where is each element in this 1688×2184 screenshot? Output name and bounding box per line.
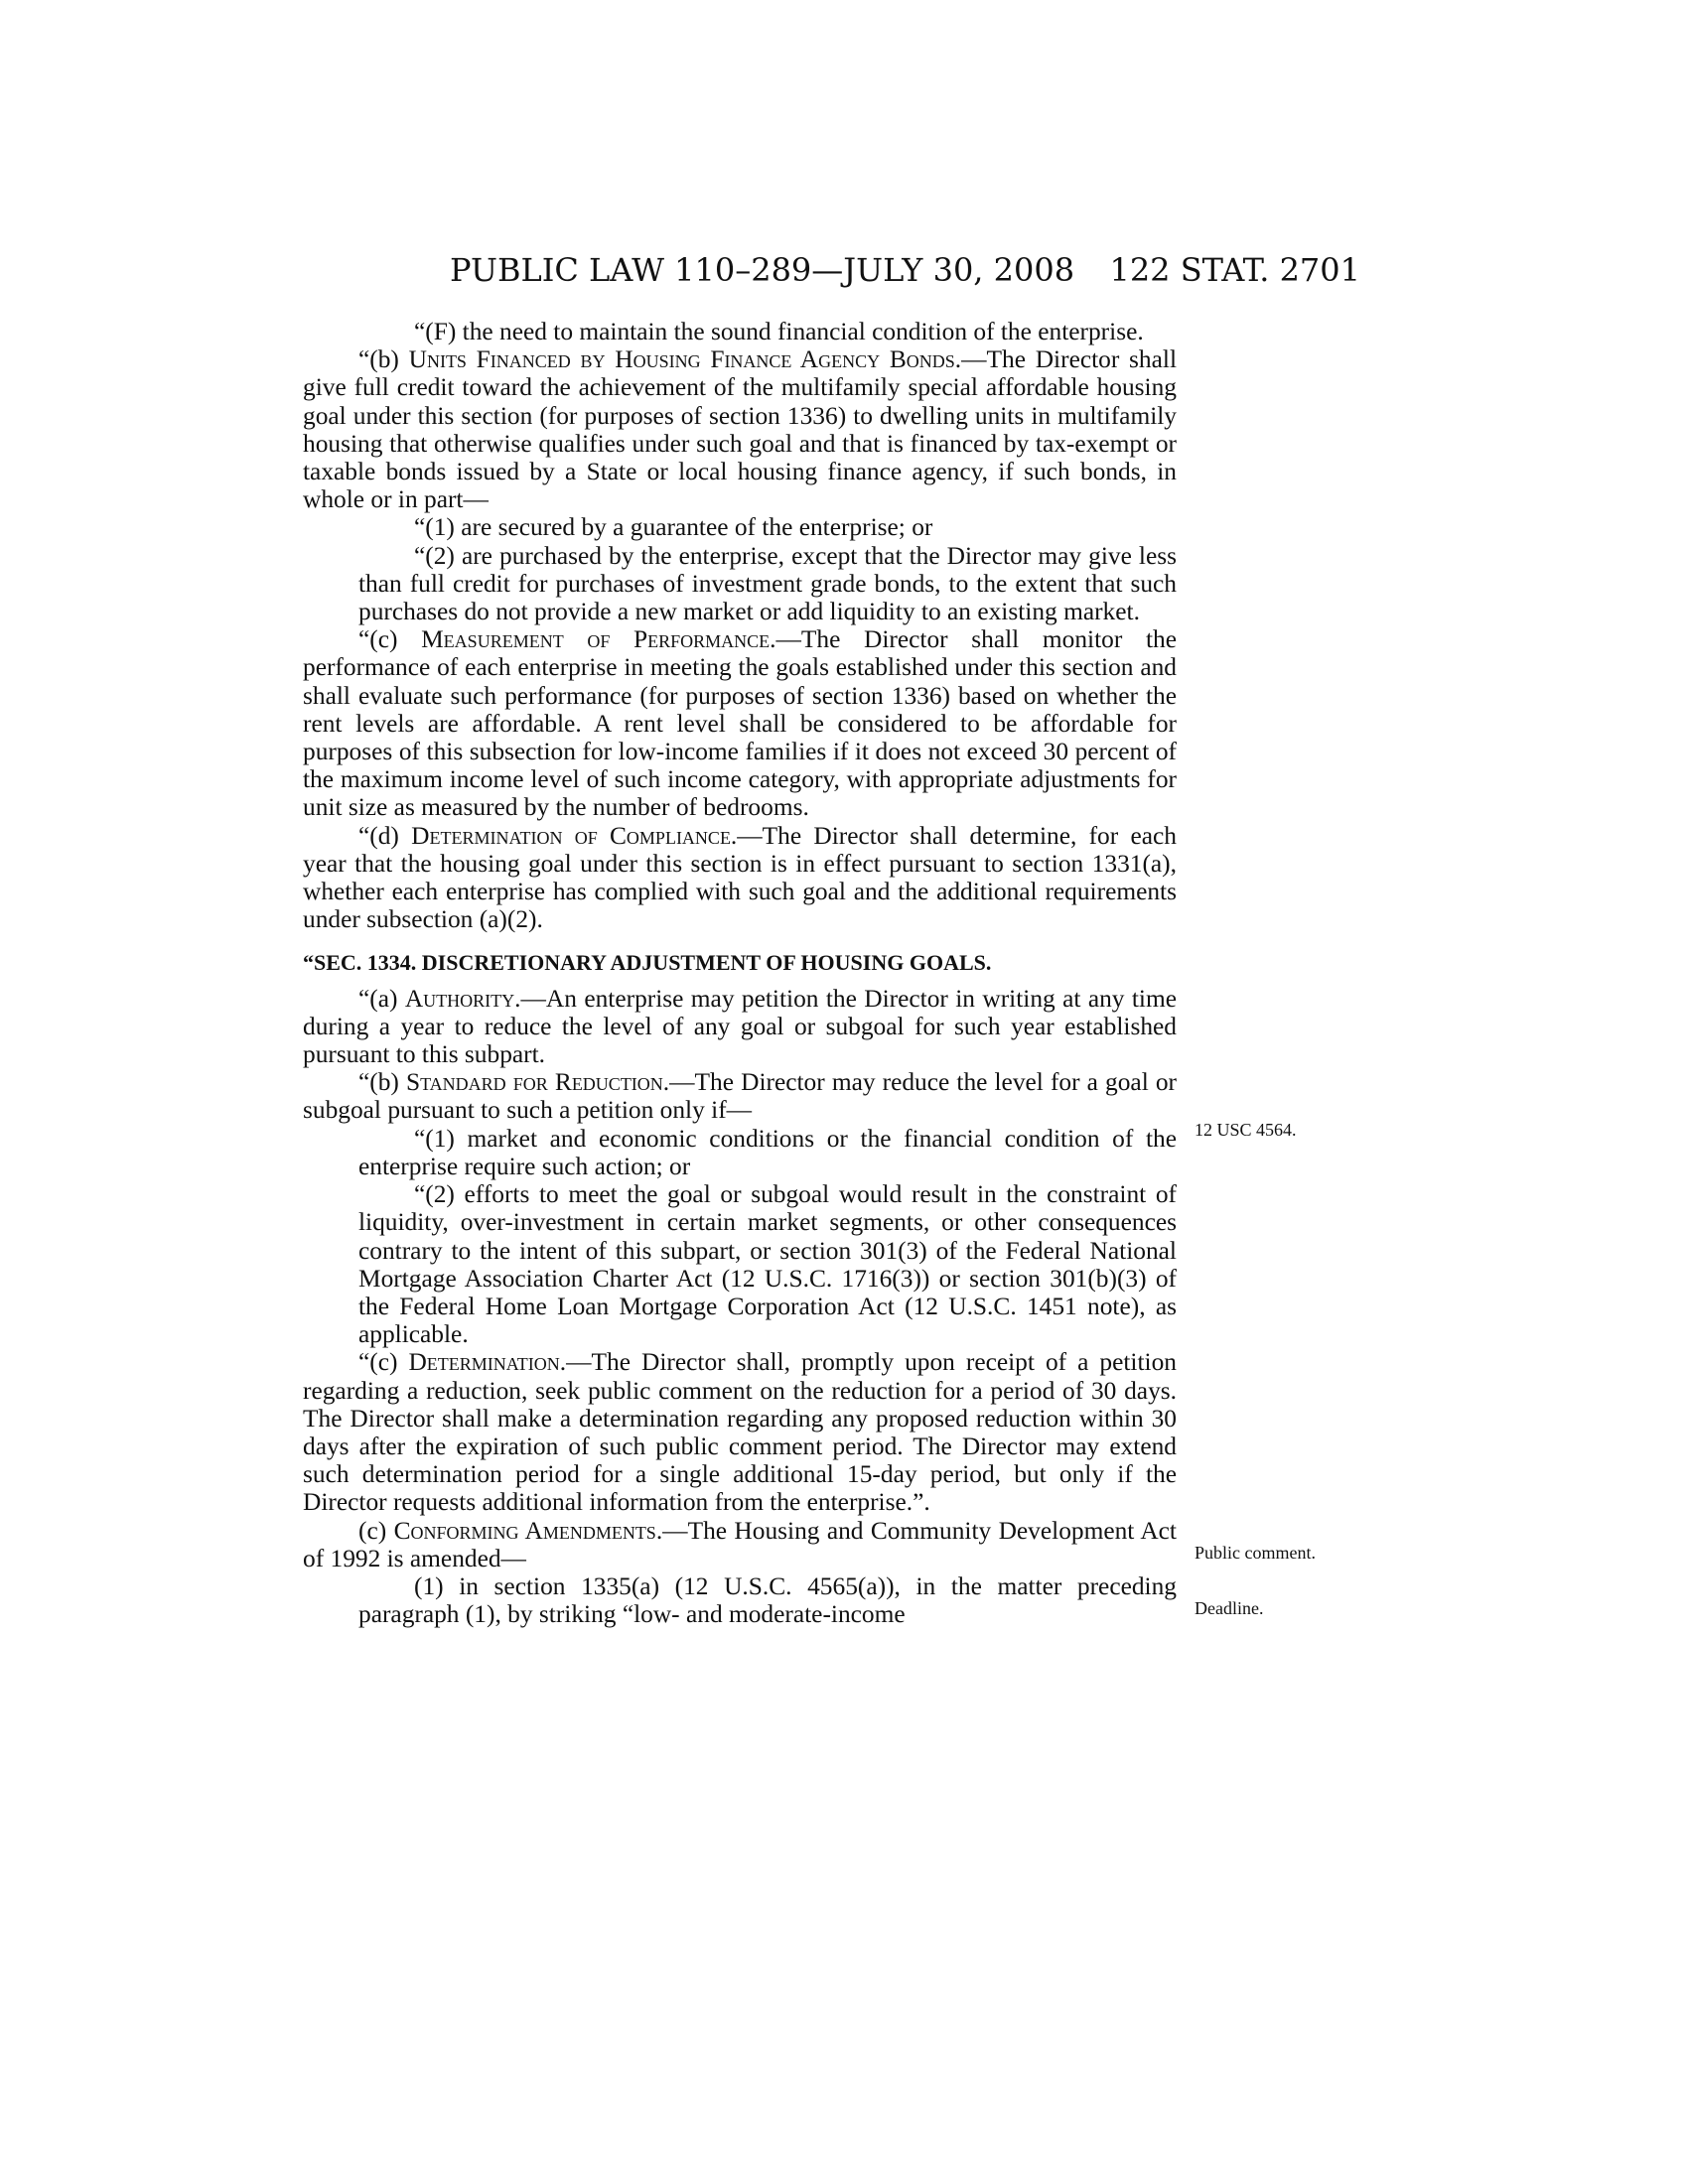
- subsection-label: “(b): [358, 1068, 406, 1097]
- paragraph-2-purchased: “(2) are purchased by the enterprise, except that the Director may give less than full credit for purchases of investment grade bonds, to the extent that such purchases do not provide a new market or add liquidity to an existing market.: [358, 541, 1177, 626]
- subsection-caption: Determination of Compliance.: [411, 821, 738, 850]
- margin-note-public-comment: Public comment.: [1195, 1543, 1316, 1563]
- subsection-text: —The Director shall, promptly upon receipt of a petition regarding a reduction, seek public comment on the reduction for a period of 30 days. The Director shall make a determination regarding any proposed reduction within 30 days after the expiration of such public comment period. The Director may extend such determination period for a single additional 15-day period, but only if the Director requests additional information from the enterprise.”.: [303, 1348, 1177, 1517]
- subsection-caption: Determination.: [408, 1348, 567, 1377]
- section-1334-heading: “SEC. 1334. DISCRETIONARY ADJUSTMENT OF HOUSING GOALS.: [303, 950, 992, 976]
- subsection-text: —The Director may reduce the level for a goal or subgoal pursuant to such a petition only if—: [303, 1068, 1177, 1125]
- subsection-label: “(c): [358, 625, 422, 654]
- subsection-label: “(a): [358, 984, 405, 1013]
- subsection-c-measurement: [303, 625, 1177, 821]
- paragraph-1-secured: “(1) are secured by a guarantee of the enterprise; or: [414, 513, 933, 542]
- paragraph-f: “(F) the need to maintain the sound financial condition of the enterprise.: [414, 318, 1144, 345]
- subsection-caption: Units Financed by Housing Finance Agency Bonds.—: [408, 345, 987, 374]
- subsection-a-authority: [303, 985, 1177, 1069]
- subsection-text: —The Director shall monitor the performance of each enterprise in meeting the goals established under this section and shall evaluate such performance (for purposes of section 1336) based on whether the rent levels are affordable. A rent level shall be considered to be affordable for purposes of this subsection for low-income families if it does not exceed 30 percent of the maximum income level of such income category, with appropriate adjustments for unit size as measured by the number of bedrooms.: [303, 625, 1177, 822]
- paragraph-1-market: “(1) market and economic conditions or the financial condition of the enterprise require such action; or: [358, 1124, 1177, 1180]
- stat-page-number: 122 STAT. 2701: [1109, 251, 1360, 289]
- subsection-b-units-financed: [303, 345, 1177, 513]
- margin-note-deadline: Deadline.: [1195, 1598, 1264, 1618]
- subsection-text: —An enterprise may petition the Director in writing at any time during a year to reduce the level of any goal or subgoal for such year established pursuant to this subpart.: [303, 984, 1177, 1069]
- subsection-caption: Standard for Reduction.: [405, 1068, 670, 1097]
- subsection-text: —The Housing and Community Development Act of 1992 is amended—: [303, 1516, 1177, 1572]
- subsection-c-determination: [303, 1348, 1177, 1516]
- statute-text: [303, 318, 1177, 1628]
- subsection-text: —The Director shall determine, for each year that the housing goal under this section is in effect pursuant to section 1331(a), whether each enterprise has complied with such goal and the additional requirements under subsection (a)(2).: [303, 821, 1177, 934]
- subsection-text: The Director shall give full credit toward the achievement of the multifamily special affordable housing goal under this section (for purposes of section 1336) to dwelling units in multifamily housing that otherwise qualifies under such goal and that is financed by tax-exempt or taxable bonds issued by a State or local housing finance agency, if such bonds, in whole or in part—: [303, 345, 1177, 514]
- subsection-label: “(d): [358, 821, 412, 850]
- subsection-caption: Conforming Amendments.: [393, 1516, 663, 1545]
- subsection-b-standard: [303, 1068, 1177, 1124]
- paragraph-1-section-1335: (1) in section 1335(a) (12 U.S.C. 4565(a)), in the matter preceding paragraph (1), by striking “low- and moderate-income: [358, 1571, 1177, 1629]
- subsection-d-compliance: [303, 822, 1177, 934]
- subsection-label: (c): [358, 1516, 394, 1545]
- subsection-c-conforming: [303, 1517, 1177, 1572]
- paragraph-2-efforts: “(2) efforts to meet the goal or subgoal would result in the constraint of liquidity, over-investment in certain market segments, or other consequences contrary to the intent of this subpart, or section 301(3) of the Federal National Mortgage Association Charter Act (12 U.S.C. 1716(3)) or section 301(b)(3) of the Federal Home Loan Mortgage Corporation Act (12 U.S.C. 1451 note), as applicable.: [358, 1180, 1177, 1349]
- running-head-title: PUBLIC LAW 110–289—JULY 30, 2008: [450, 251, 1075, 289]
- subsection-label: “(b): [358, 345, 409, 374]
- subsection-caption: Measurement of Performance.: [421, 625, 776, 654]
- subsection-caption: Authority.: [404, 984, 521, 1013]
- subsection-label: “(c): [358, 1348, 409, 1377]
- margin-note-usc: 12 USC 4564.: [1195, 1120, 1297, 1140]
